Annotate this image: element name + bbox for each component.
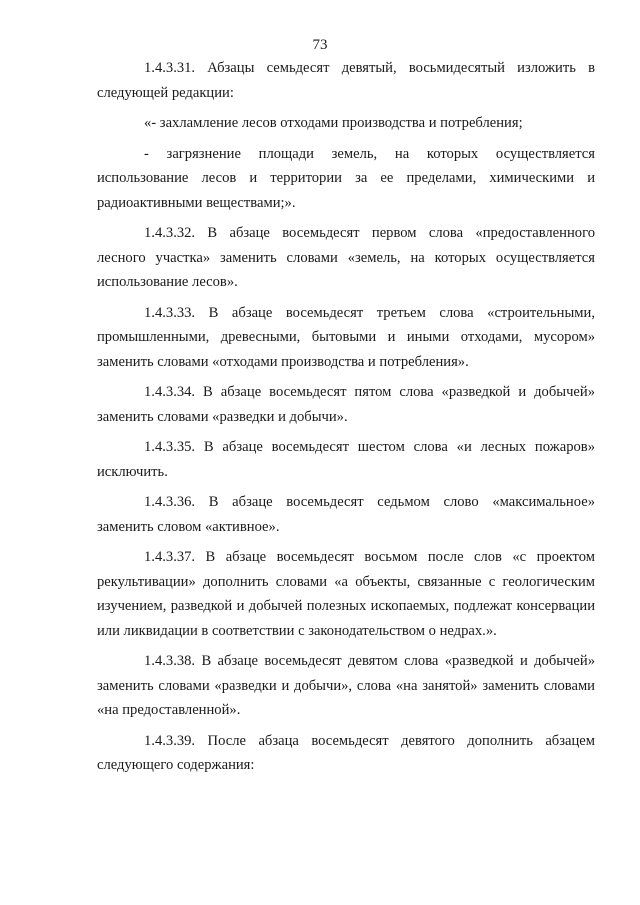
paragraph-1-4-3-31: 1.4.3.31. Абзацы семьдесят девятый, восьмидесятый изложить в следующей редакции: bbox=[97, 60, 595, 101]
paragraph-1-4-3-34: 1.4.3.34. В абзаце восемьдесят пятом слова «разведкой и добычей» заменить словами «разведки и добычи». bbox=[97, 384, 595, 425]
paragraph-1-4-3-32: 1.4.3.32. В абзаце восемьдесят первом слова «предоставленного лесного участка» заменить словами «земель, на которых осуществляется использование лесов». bbox=[97, 225, 595, 290]
paragraph-1-4-3-33: 1.4.3.33. В абзаце восемьдесят третьем слова «строительными, промышленными, древесными, бытовыми и иными отходами, мусором» заменить словами «отходами производства и потребления». bbox=[97, 304, 595, 370]
paragraph-pollution: - загрязнение площади земель, на которых осуществляется использование лесов и территории за ее пределами, химическими и радиоактивными веществами;». bbox=[97, 145, 595, 211]
paragraph-1-4-3-39: 1.4.3.39. После абзаца восемьдесят девятого дополнить абзацем следующего содержания: bbox=[97, 732, 595, 773]
paragraph-1-4-3-37: 1.4.3.37. В абзаце восемьдесят восьмом после слов «с проектом рекультивации» дополнить словами «а объекты, связанные с геологическим изучением, разведкой и добычей полезных ископаемых, подлежат консервации или ликвидации в соответствии с законодательством о недрах.». bbox=[97, 549, 595, 639]
document-body bbox=[97, 56, 595, 778]
page-number: 73 bbox=[312, 37, 328, 53]
paragraph-1-4-3-38: 1.4.3.38. В абзаце восемьдесят девятом слова «разведкой и добычей» заменить словами «разведки и добычи», слова «на занятой» заменить словами «на предоставленной». bbox=[97, 653, 595, 718]
paragraph-1-4-3-35: 1.4.3.35. В абзаце восемьдесят шестом слова «и лесных пожаров» исключить. bbox=[97, 439, 595, 480]
paragraph-1-4-3-36: 1.4.3.36. В абзаце восемьдесят седьмом слово «максимальное» заменить словом «активное». bbox=[97, 494, 595, 535]
paragraph-quote-open: «- захламление лесов отходами производства и потребления; bbox=[144, 115, 523, 131]
